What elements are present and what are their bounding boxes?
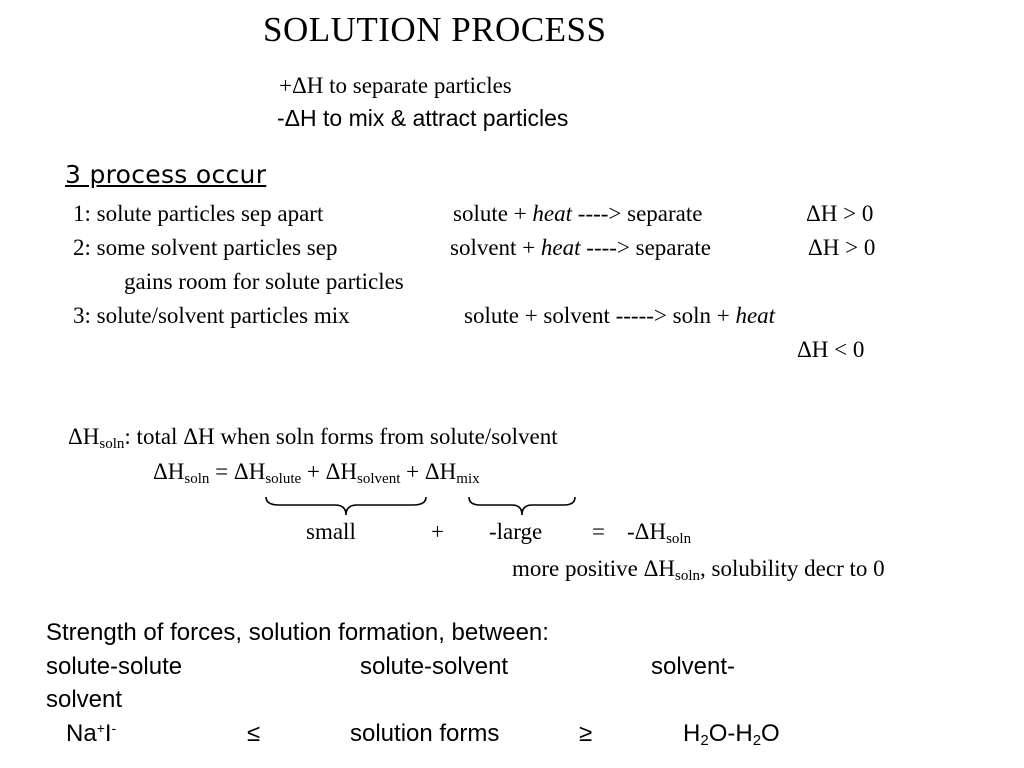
brace-mix (468, 496, 576, 518)
step-1-dh: ΔH > 0 (806, 201, 874, 226)
large-label: -large (489, 519, 543, 544)
solubility-note: more positive $\Delta H_{soln}$, solubility decr to 0 (512, 556, 885, 584)
step-2-equation: solvent + heat ----> separate (450, 235, 711, 260)
step-1-equation: solute + heat ----> separate (453, 201, 703, 226)
intro-line-mix: -ΔH to mix & attract particles (277, 105, 569, 131)
col-solute-solvent: solute-solvent (360, 653, 509, 680)
step-2-label: 2: some solvent particles sep (73, 235, 338, 260)
col-solvent-solvent-wrap: solvent (46, 686, 123, 713)
solution-forms-label: solution forms (350, 720, 500, 747)
step-3-label: 3: solute/solvent particles mix (73, 303, 350, 328)
example-water: $H_2O-H_2O$ (683, 720, 780, 749)
col-solute-solute: solute-solute (46, 653, 183, 680)
brace-solute-solvent (265, 496, 427, 518)
dh-soln-equation: $\Delta H_{soln} = \Delta H_{solute} + \Delta H_{solvent} + \Delta H_{mix}$ (153, 459, 480, 487)
step-2-note: gains room for solute particles (124, 269, 404, 294)
small-label: small (306, 519, 356, 544)
equals-sign: = (592, 519, 605, 544)
less-equal-sign: ≤ (247, 720, 261, 747)
plus-sign: + (431, 519, 444, 544)
step-2-dh: ΔH > 0 (808, 235, 876, 260)
dh-soln-definition: $\Delta H_{soln}$: total ΔH when soln forms from solute/solvent (68, 424, 558, 452)
greater-equal-sign: ≥ (579, 720, 593, 747)
example-nai: Na+I- (66, 720, 117, 747)
step-3-dh: ΔH < 0 (797, 337, 865, 362)
intro-line-separate: +ΔH to separate particles (279, 73, 512, 98)
result-dh-soln: $-\Delta H_{soln}$ (627, 519, 692, 547)
step-1-label: 1: solute particles sep apart (73, 201, 324, 226)
process-heading: 3 process occur (65, 160, 267, 189)
forces-heading: Strength of forces, solution formation, between: (46, 619, 549, 646)
step-3-equation: solute + solvent -----> soln + heat (464, 303, 776, 328)
col-solvent-solvent: solvent- (651, 653, 736, 680)
page-title: SOLUTION PROCESS (263, 10, 607, 49)
